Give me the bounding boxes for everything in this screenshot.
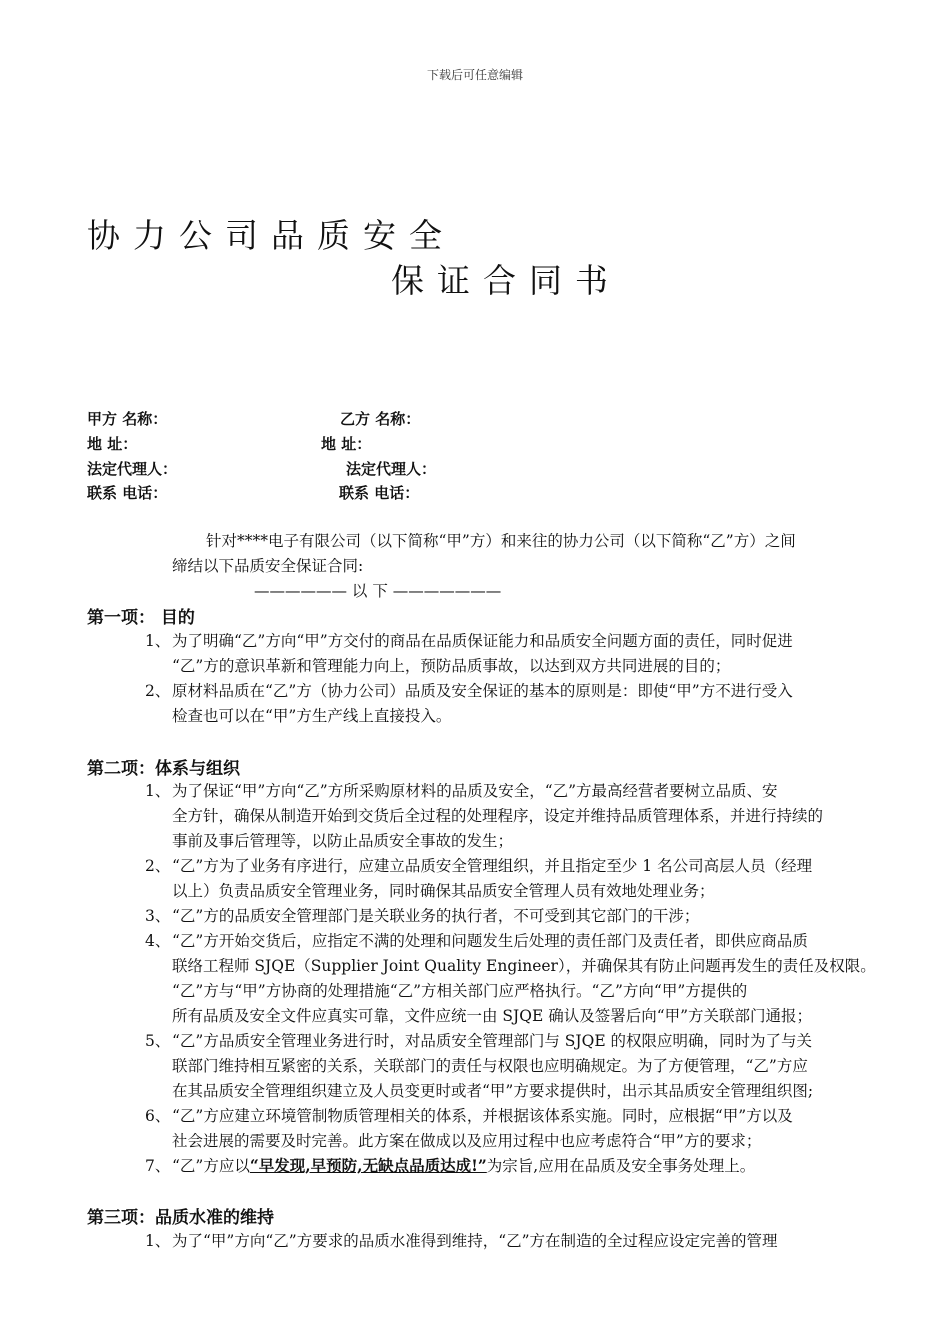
- intro-line: 针对****电子有限公司（以下简称“甲”方）和来往的协力公司（以下简称“乙”方）之间: [206, 532, 796, 550]
- list-item-number: 5、: [145, 1032, 171, 1050]
- section-2-item-4-line: 所有品质及安全文件应真实可靠，文件应统一由 SJQE 确认及签署后向“甲”方关联部门通报；: [172, 1007, 813, 1025]
- item-7-suffix: 为宗旨,应用在品质及安全事务处理上。: [486, 1157, 756, 1175]
- section-3-item-1-line: 为了“甲”方向“乙”方要求的品质水准得到维持，“乙”方在制造的全过程应设定完善的管理: [172, 1232, 778, 1250]
- party-b-address-label: 地 址：: [321, 435, 372, 453]
- list-item-number: 1、: [145, 632, 171, 650]
- section-2-item-4-line: 联络工程师 SJQE（Supplier Joint Quality Engineer），并确保其有防止问题再发生的责任及权限。: [172, 957, 876, 975]
- section-2-item-2-line: “乙”方为了业务有序进行，应建立品质安全管理组织，并且指定至少 1 名公司高层人员（经理: [172, 857, 813, 875]
- list-item-number: 3、: [145, 907, 171, 925]
- section-2-item-4-line: “乙”方与“甲”方协商的处理措施“乙”方相关部门应严格执行。“乙”方向“甲”方提供的: [172, 982, 748, 1000]
- item-7-slogan: “早发现,早预防,无缺点品质达成!”: [249, 1156, 487, 1175]
- list-item-number: 4、: [145, 932, 171, 950]
- list-item-number: 7、: [145, 1157, 171, 1175]
- section-3-heading: 第三项：品质水准的维持: [87, 1208, 274, 1228]
- header-note: 下载后可任意编辑: [426, 68, 523, 82]
- section-2-item-6-line: 社会进展的需要及时完善。此方案在做成以及应用过程中也应考虑符合“甲”方的要求；: [172, 1132, 762, 1150]
- party-b-representative-label: 法定代理人：: [346, 460, 437, 478]
- section-2-item-4-line: “乙”方开始交货后，应指定不满的处理和问题发生后处理的责任部门及责任者，即供应商品质: [172, 932, 808, 950]
- intro-divider: —————— 以 下 ———————: [254, 582, 502, 600]
- document-title-line2: 保证合同书: [391, 261, 621, 300]
- section-2-item-5-line: 在其品质安全管理组织建立及人员变更时或者“甲”方要求提供时，出示其品质安全管理组织图;: [172, 1082, 814, 1100]
- section-2-item-1-line: 全方针，确保从制造开始到交货后全过程的处理程序，设定并维持品质管理体系，并进行持续的: [172, 807, 824, 825]
- section-2-item-5-line: “乙”方品质安全管理业务进行时，对品质安全管理部门与 SJQE 的权限应明确，同时为了与关: [172, 1032, 813, 1050]
- party-a-address-label: 地 址：: [87, 435, 138, 453]
- list-item-number: 1、: [145, 782, 171, 800]
- party-a-name-label: 甲方 名称：: [87, 410, 168, 428]
- intro-line: 缔结以下品质安全保证合同:: [172, 557, 364, 575]
- section-2-item-1-line: 为了保证“甲”方向“乙”方所采购原材料的品质及安全，“乙”方最高经营者要树立品质、安: [172, 782, 778, 800]
- section-1-heading: 第一项： 目的: [87, 608, 195, 628]
- section-2-item-7-line: [172, 1153, 755, 1179]
- party-b-name-label: 乙方 名称：: [340, 410, 421, 428]
- section-2-item-5-line: 联部门维持相互紧密的关系，关联部门的责任与权限也应明确规定。为了方便管理，“乙”方应: [172, 1057, 808, 1075]
- item-7-prefix: “乙”方应以: [172, 1157, 250, 1175]
- list-item-number: 1、: [145, 1232, 171, 1250]
- section-1-item-2-line: 原材料品质在“乙”方（协力公司）品质及安全保证的基本的原则是：即使“甲”方不进行受入: [172, 682, 793, 700]
- list-item-number: 2、: [145, 857, 171, 875]
- section-2-heading: 第二项：体系与组织: [87, 759, 240, 779]
- party-a-phone-label: 联系 电话：: [87, 484, 168, 502]
- list-item-number: 6、: [145, 1107, 171, 1125]
- section-2-item-6-line: “乙”方应建立环境管制物质管理相关的体系，并根据该体系实施。同时，应根据“甲”方以及: [172, 1107, 793, 1125]
- section-1-item-1-line: 为了明确“乙”方向“甲”方交付的商品在品质保证能力和品质安全问题方面的责任，同时促进: [172, 632, 793, 650]
- section-2-item-2-line: 以上）负责品质安全管理业务，同时确保其品质安全管理人员有效地处理业务；: [172, 882, 715, 900]
- party-b-phone-label: 联系 电话：: [339, 484, 420, 502]
- section-1-item-2-line: 检查也可以在“甲”方生产线上直接投入。: [172, 707, 452, 725]
- document-title-line1: 协力公司品质安全: [87, 216, 455, 255]
- list-item-number: 2、: [145, 682, 171, 700]
- section-2-item-3-line: “乙”方的品质安全管理部门是关联业务的执行者，不可受到其它部门的干涉；: [172, 907, 700, 925]
- section-1-item-1-line: “乙”方的意识革新和管理能力向上，预防品质事故，以达到双方共同进展的目的；: [172, 657, 731, 675]
- party-a-representative-label: 法定代理人：: [87, 460, 178, 478]
- section-2-item-1-line: 事前及事后管理等，以防止品质安全事故的发生；: [172, 832, 514, 850]
